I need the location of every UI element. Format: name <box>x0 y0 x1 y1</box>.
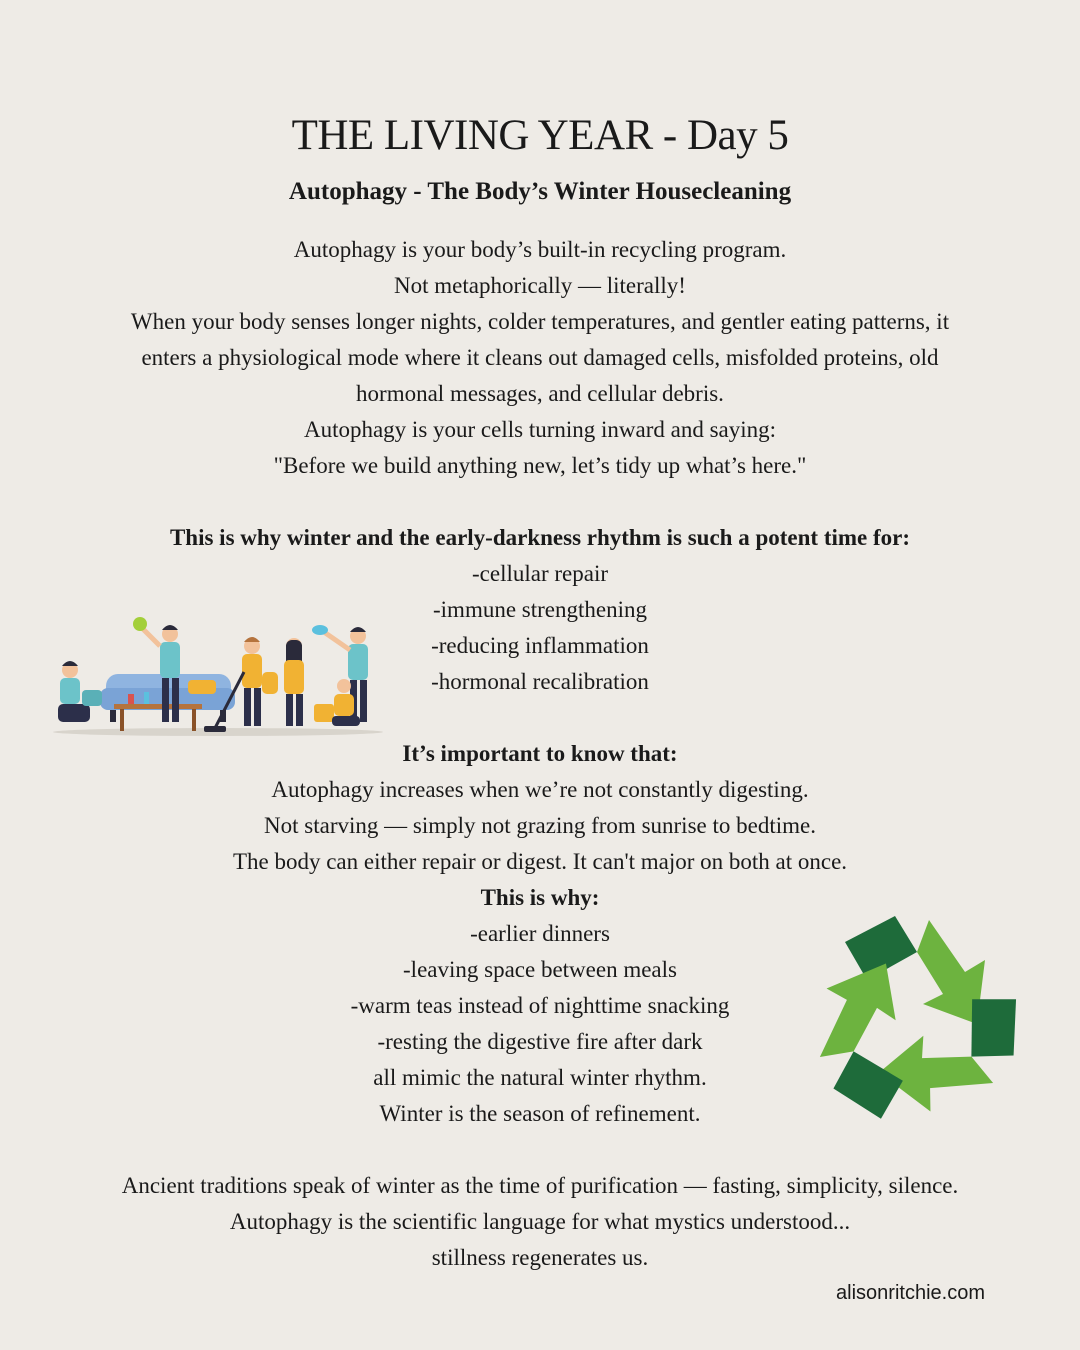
closing-line: Autophagy is the scientific language for what mystics understood... <box>229 1209 851 1234</box>
intro-line: Autophagy is your body’s built-in recycling program. <box>293 237 787 262</box>
why-line: -warm teas instead of nighttime snacking <box>350 993 730 1018</box>
potent-item: -immune strengthening <box>433 597 647 622</box>
page-title: THE LIVING YEAR - Day 5 <box>291 112 789 159</box>
important-line: Autophagy increases when we’re not constantly digesting. <box>271 777 809 802</box>
why-line: -resting the digestive fire after dark <box>377 1029 703 1054</box>
why-heading: This is why: <box>480 885 600 910</box>
why-line: -leaving space between meals <box>403 957 677 982</box>
potent-heading: This is why winter and the early-darkness rhythm is such a potent time for: <box>169 525 911 550</box>
intro-line: hormonal messages, and cellular debris. <box>356 381 724 406</box>
closing-paragraph <box>0 1168 1080 1276</box>
recycle-icon <box>805 912 1023 1120</box>
why-line: -earlier dinners <box>470 921 610 946</box>
intro-line: enters a physiological mode where it cleans out damaged cells, misfolded proteins, old <box>141 345 939 370</box>
closing-line: stillness regenerates us. <box>431 1245 649 1270</box>
intro-line: When your body senses longer nights, colder temperatures, and gentler eating patterns, it <box>130 309 950 334</box>
intro-paragraph <box>0 232 1080 484</box>
intro-line: "Before we build anything new, let’s tidy up what’s here." <box>273 453 807 478</box>
potent-item: -hormonal recalibration <box>431 669 649 694</box>
intro-line: Autophagy is your cells turning inward and saying: <box>303 417 777 442</box>
intro-line: Not metaphorically — literally! <box>394 273 686 298</box>
website-credit: alisonritchie.com <box>836 1282 985 1304</box>
important-line: The body can either repair or digest. It can't major on both at once. <box>232 849 848 874</box>
potent-item: -reducing inflammation <box>431 633 649 658</box>
closing-line: Ancient traditions speak of winter as the time of purification — fasting, simplicity, silence. <box>121 1173 959 1198</box>
important-heading: It’s important to know that: <box>402 741 678 766</box>
why-line: all mimic the natural winter rhythm. <box>373 1065 707 1090</box>
why-line: Winter is the season of refinement. <box>379 1101 701 1126</box>
page-subtitle: Autophagy - The Body’s Winter Housecleaning <box>288 178 792 205</box>
potent-item: -cellular repair <box>472 561 608 586</box>
cleaning-team-icon <box>48 612 388 740</box>
important-line: Not starving — simply not grazing from sunrise to bedtime. <box>264 813 816 838</box>
